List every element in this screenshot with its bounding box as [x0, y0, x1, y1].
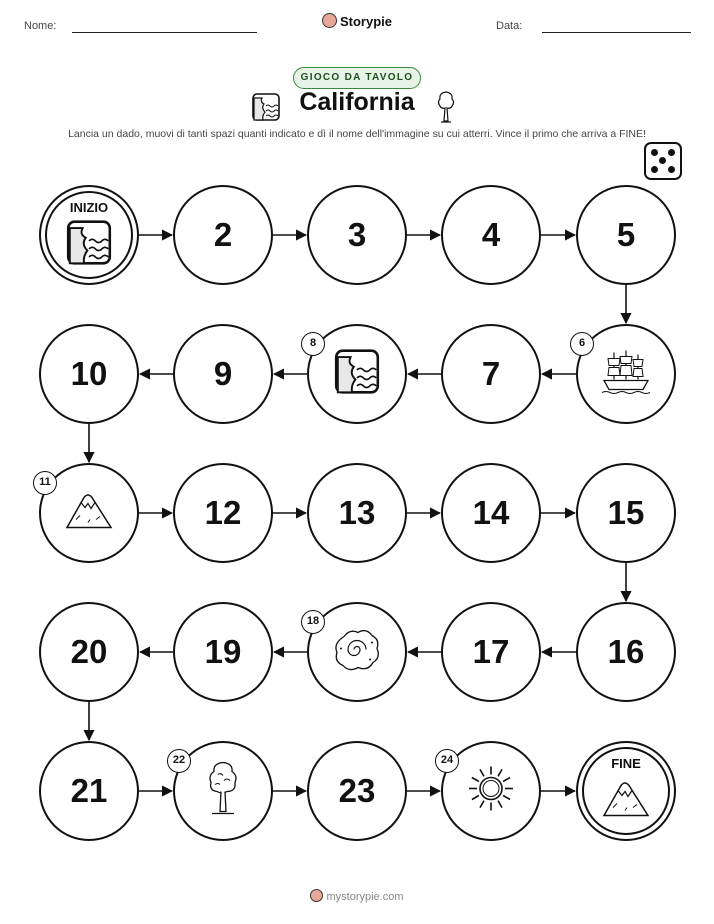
space-number: 16 — [607, 633, 645, 670]
space-number: 17 — [472, 633, 510, 670]
space-number: 12 — [204, 494, 242, 531]
category-tag: GIOCO DA TAVOLO — [293, 67, 421, 89]
space-number: 20 — [70, 633, 108, 670]
smoke-icon — [332, 627, 382, 678]
space-number: 23 — [338, 772, 376, 809]
coast-icon — [65, 218, 113, 271]
board-space-7 — [441, 324, 541, 424]
brand-name: Storypie — [339, 14, 392, 29]
footer-url: mystorypie.com — [326, 891, 404, 903]
space-number-badge: 22 — [167, 749, 191, 773]
space-number: 9 — [213, 355, 233, 392]
board-space-4 — [441, 185, 541, 285]
date-label: Data: — [496, 20, 523, 32]
board-space-5 — [576, 185, 676, 285]
space-number: 4 — [481, 216, 501, 253]
space-number: 7 — [481, 355, 501, 392]
coast-icon — [333, 348, 381, 401]
board-space-14 — [441, 463, 541, 563]
board-space-10 — [39, 324, 139, 424]
finish-space — [576, 741, 676, 841]
space-number-badge: 6 — [570, 332, 594, 356]
space-number-badge: 11 — [33, 471, 57, 495]
space-number: 2 — [213, 216, 233, 253]
start-space — [39, 185, 139, 285]
board-space-20 — [39, 602, 139, 702]
space-number-badge: 18 — [301, 610, 325, 634]
finish-label: FINE — [611, 756, 641, 771]
board-space-15 — [576, 463, 676, 563]
mountain-icon — [601, 777, 651, 824]
board-space-13 — [307, 463, 407, 563]
board-space-3 — [307, 185, 407, 285]
board-space-2 — [173, 185, 273, 285]
board-space-16 — [576, 602, 676, 702]
storypie-mascot-icon — [310, 889, 323, 902]
space-number: 14 — [472, 494, 510, 531]
board-space-19 — [173, 602, 273, 702]
mountain-icon — [64, 490, 114, 537]
page-title: California — [299, 88, 415, 116]
instructions: Lancia un dado, muovi di tanti spazi quanti indicato e dì il nome dell'immagine su cui atterri. Vince il primo che arriva a FINE! — [68, 128, 646, 140]
footer — [0, 889, 714, 903]
space-number-badge: 24 — [435, 749, 459, 773]
board-space-23 — [307, 741, 407, 841]
space-number: 19 — [204, 633, 242, 670]
board-space-9 — [173, 324, 273, 424]
board-space-21 — [39, 741, 139, 841]
space-number: 21 — [70, 772, 108, 809]
tree-icon — [206, 761, 240, 822]
space-number: 13 — [338, 494, 376, 531]
space-number: 10 — [70, 355, 108, 392]
space-number: 5 — [616, 216, 636, 253]
board-space-17 — [441, 602, 541, 702]
space-number-badge: 8 — [301, 332, 325, 356]
ship-icon — [600, 349, 652, 400]
start-label: INIZIO — [69, 200, 109, 215]
name-label: Nome: — [24, 20, 57, 32]
space-number: 15 — [607, 494, 645, 531]
board-space-12 — [173, 463, 273, 563]
space-number: 3 — [347, 216, 367, 253]
sun-icon — [465, 763, 517, 820]
